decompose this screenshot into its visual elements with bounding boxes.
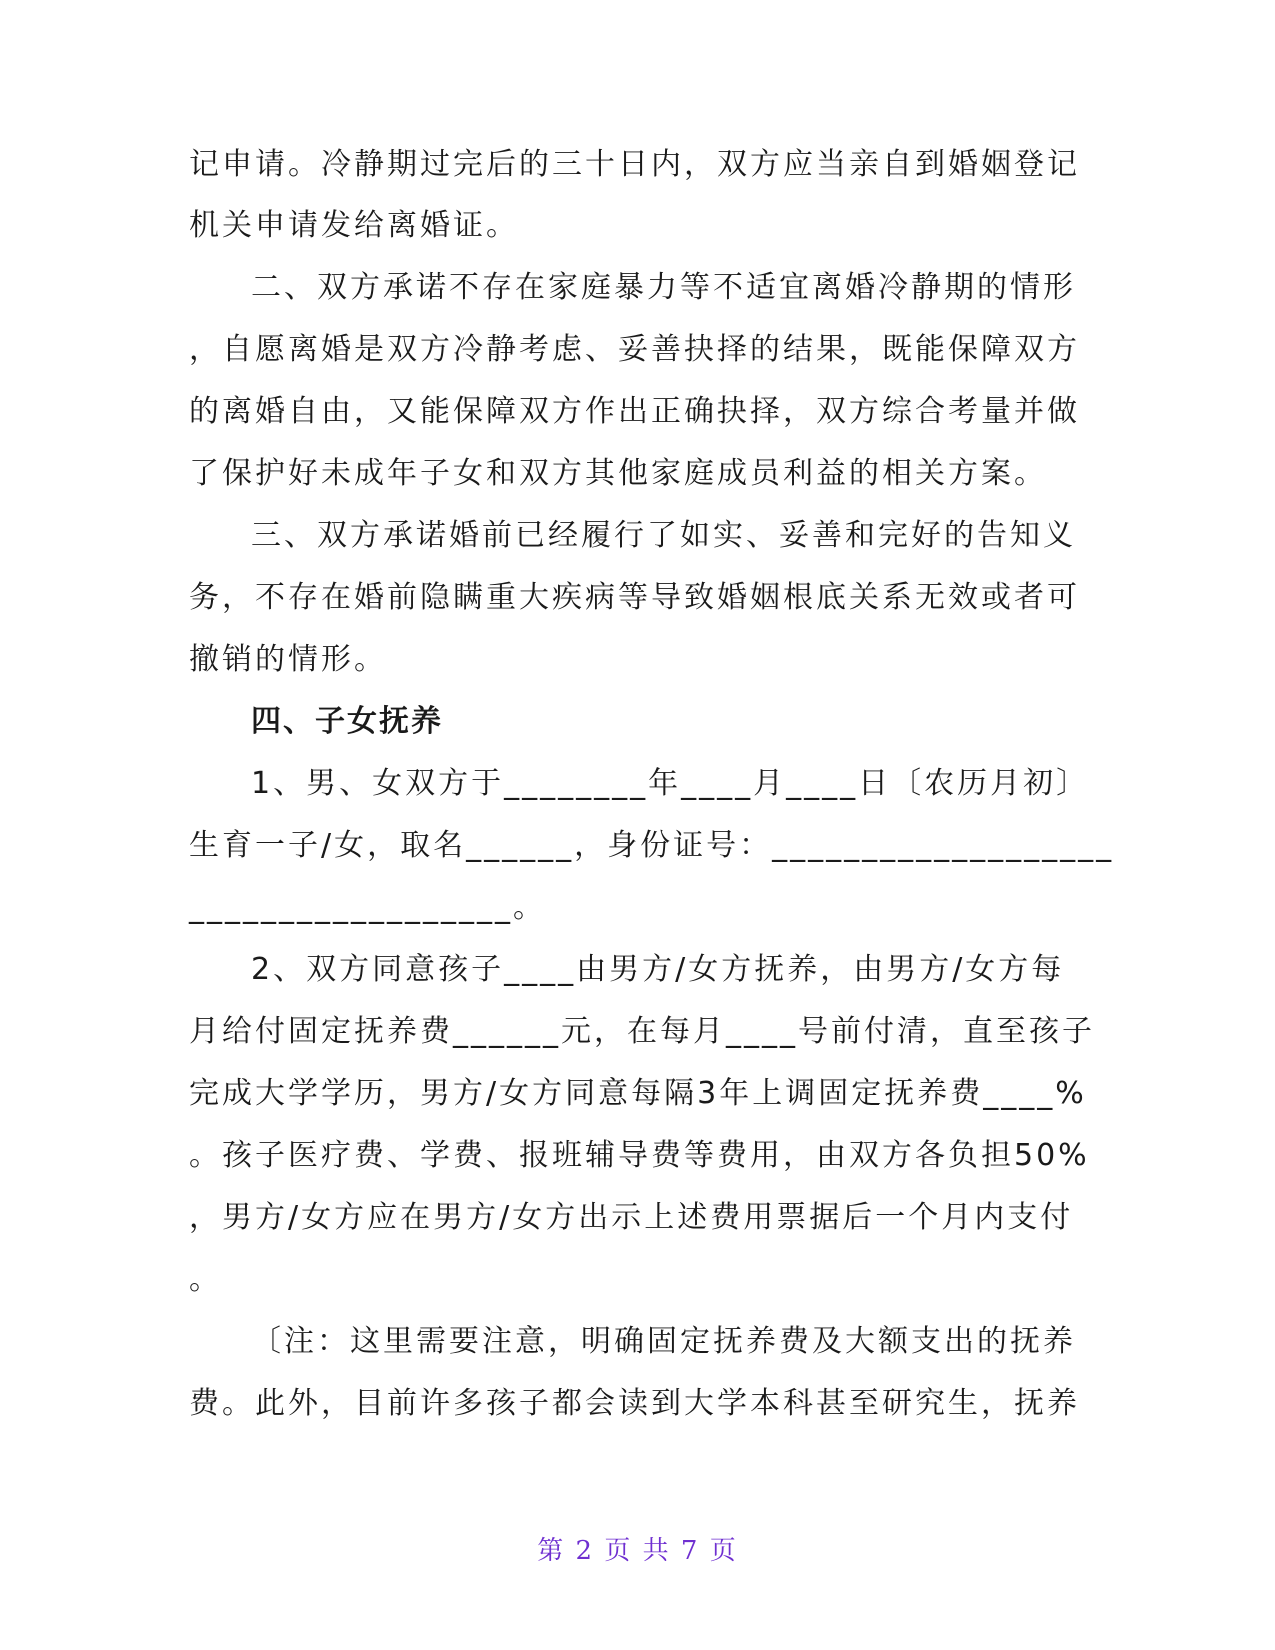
note-start: 〔注：这里需要注意，明确固定抚养费及大额支出的抚养 [251,1324,1076,1359]
text-line: 务，不存在婚前隐瞒重大疾病等导致婚姻根底关系无效或者可 [189,580,1080,615]
text-line: ，自愿离婚是双方冷静考虑、妥善抉择的结果，既能保障双方 [189,332,1080,367]
clause-one-start: 1、男、女双方于________年____月____日〔农历月初〕 [251,766,1090,801]
text-line: 生育一子/女，取名______，身份证号：___________________ [189,828,1115,863]
text-line: 。 [189,1262,222,1297]
text-line: 撤销的情形。 [189,642,387,677]
text-line: 完成大学学历，男方/女方同意每隔3年上调固定抚养费____% [189,1076,1087,1111]
text-line: 机关申请发给离婚证。 [189,208,519,243]
paragraph-two-start: 二、双方承诺不存在家庭暴力等不适宜离婚冷静期的情形 [251,270,1076,305]
text-line: __________________。 [189,890,546,925]
clause-two-start: 2、双方同意孩子____由男方/女方抚养，由男方/女方每 [251,952,1065,987]
text-line: 。孩子医疗费、学费、报班辅导费等费用，由双方各负担50% [189,1138,1090,1173]
paragraph-three-start: 三、双方承诺婚前已经履行了如实、妥善和完好的告知义 [251,518,1076,553]
text-line: 的离婚自由，又能保障双方作出正确抉择，双方综合考量并做 [189,394,1080,429]
text-line: 了保护好未成年子女和双方其他家庭成员利益的相关方案。 [189,456,1047,491]
text-line: 费。此外，目前许多孩子都会读到大学本科甚至研究生，抚养 [189,1386,1080,1421]
section-heading: 四、子女抚养 [251,704,443,739]
page-number-footer: 第 2 页 共 7 页 [537,1536,738,1566]
text-line: 记申请。冷静期过完后的三十日内，双方应当亲自到婚姻登记 [189,147,1080,182]
text-line: 月给付固定抚养费______元，在每月____号前付清，直至孩子 [189,1014,1095,1049]
text-line: ，男方/女方应在男方/女方出示上述费用票据后一个月内支付 [189,1200,1074,1235]
